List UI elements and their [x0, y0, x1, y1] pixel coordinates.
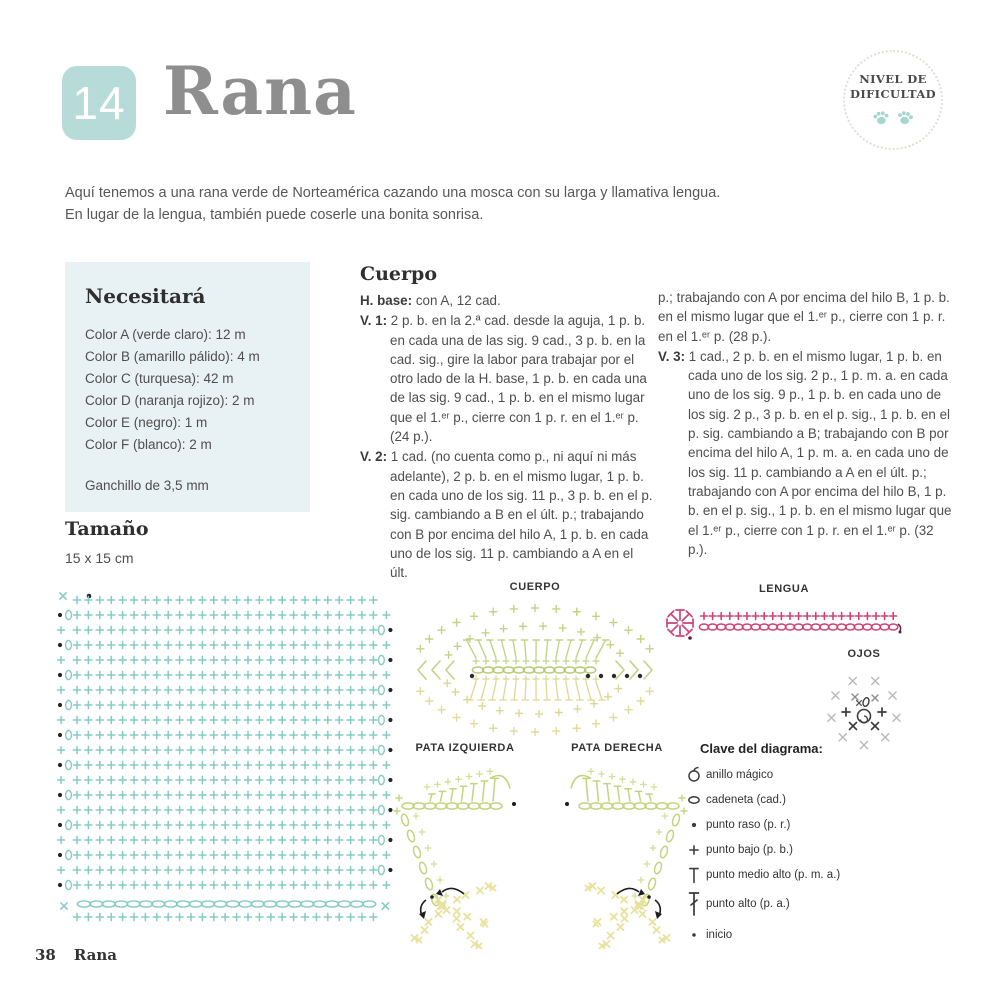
legend-item: [682, 890, 952, 918]
legend-item-label: anillo mágico: [706, 769, 774, 781]
legend-item: [682, 864, 952, 886]
hook-size: Ganchillo de 3,5 mm: [85, 478, 209, 493]
footer-page-number: 38: [35, 946, 56, 964]
cuerpo-diagram: [398, 594, 673, 746]
instruction-continuation: p.; trabajando con A por encima del hilo B, 1 p. b. en el mismo lugar que el 1.ᵉʳ p., cierre con 1 p. r. en el 1.ᵉʳ p. (28 p.).: [658, 290, 950, 344]
material-item: Color A (verde claro): 12 m: [85, 327, 246, 342]
legend-item: [682, 924, 952, 946]
page-footer: [35, 946, 135, 964]
size-value: 15 x 15 cm: [65, 550, 134, 566]
single-crochet-icon: [682, 839, 706, 861]
intro-line: En lugar de la lengua, también puede coserle una bonita sonrisa.: [65, 206, 484, 223]
legend-item: [682, 789, 952, 811]
material-item: Color B (amarillo pálido): 4 m: [85, 349, 260, 364]
ojos-diagram-label: OJOS: [847, 648, 881, 660]
swatch-diagram: [55, 588, 395, 944]
pata-derecha-diagram: [544, 754, 689, 949]
size-heading: Tamaño: [65, 518, 149, 540]
difficulty-badge: [843, 50, 943, 150]
legend-item-label: punto raso (p. r.): [706, 819, 791, 831]
paw-prints-icon: [869, 106, 917, 128]
half-double-crochet-icon: [682, 864, 706, 886]
legend-item-label: inicio: [706, 929, 733, 941]
instruction-row: V. 2: 1 cad. (no cuenta como p., ni aquí ni más adelante), 2 p. b. en el mismo lugar, 1 p. b. en cada uno de los sig. 11 p., 3 p. b. en el p. sig. cambiando a B en el últ. p.; trabajando con B por encima del hilo A, 1 p. b. en cada uno de los sig. 11 p. cambiando a A en el últ.: [360, 449, 653, 581]
legend-item: [682, 814, 952, 836]
material-item: Color C (turquesa): 42 m: [85, 371, 234, 386]
pata-derecha-label: PATA DERECHA: [571, 742, 663, 754]
legend-heading: Clave del diagrama:: [700, 741, 823, 756]
chain-icon: [682, 789, 706, 811]
instruction-row: V. 1: 2 p. b. en la 2.ª cad. desde la aguja, 1 p. b. en cada una de las sig. 9 cad., 3 p. b. en la cad. sig., gire la labor para trabajar por el otro lado de la H. base, 1 p. b. en cada una de las sig. 9 cad., 1 p. b. en el mismo lugar que el 1.ᵉʳ p., cierre con 1 p. r. en el 1.ᵉʳ p. (24 p.).: [360, 313, 647, 445]
intro-line: Aquí tenemos a una rana verde de Norteamérica cazando una mosca con su larga y llamativa lengua.: [65, 185, 721, 201]
materials-panel: [65, 262, 310, 512]
pattern-number: 14: [72, 77, 126, 129]
legend-item-label: cadeneta (cad.): [706, 794, 786, 806]
pata-izquierda-label: PATA IZQUIERDA: [415, 742, 515, 754]
instruction-row: V. 3: 1 cad., 2 p. b. en el mismo lugar, 1 p. b. en cada uno de los sig. 2 p., 1 p. m. a. en cada uno de los sig. 9 p., 1 p. b. en cada uno de los sig. 2 p., 3 p. b. en el p. sig., 1 p. b. en el p. sig. cambiando a B; trabajando con B por encima del hilo A, 1 p. m. a. en cada uno de los sig. 11 p. cambiando a A en el últ. p.; trabajando con A por encima del hilo B, 1 p. b. en el p. sig., 1 p. b. en el mismo lugar que el 1.ᵉʳ p., cierre con 1 p. r. en el 1.ᵉʳ p. (32 p.).: [658, 348, 952, 557]
legend-item-label: punto medio alto (p. m. a.): [706, 869, 841, 881]
start-icon: [682, 924, 706, 946]
ojos-diagram: [814, 660, 914, 755]
instruction-row: H. base: con A, 12 cad.: [360, 293, 501, 308]
difficulty-label: NIVEL DE DIFICULTAD: [849, 72, 937, 101]
pata-izquierda-diagram: [392, 754, 537, 949]
material-item: Color E (negro): 1 m: [85, 415, 208, 430]
material-item: Color D (naranja rojizo): 2 m: [85, 393, 255, 408]
page-title: Rana: [163, 52, 357, 130]
lengua-diagram-label: LENGUA: [758, 583, 810, 595]
legend-item-label: punto bajo (p. b.): [706, 844, 793, 856]
cuerpo-diagram-label: CUERPO: [509, 581, 561, 593]
body-section-heading: Cuerpo: [360, 263, 437, 285]
material-item: Color F (blanco): 2 m: [85, 437, 212, 452]
intro-text: [65, 183, 805, 227]
legend-item: [682, 839, 952, 861]
legend-item: [682, 764, 952, 786]
instructions-column-2: [658, 288, 956, 560]
double-crochet-icon: [682, 890, 706, 918]
lengua-diagram: [660, 596, 908, 652]
footer-title: Rana: [73, 946, 118, 964]
materials-heading: Necesitará: [85, 284, 206, 308]
slip-stitch-icon: [682, 814, 706, 836]
magic-ring-icon: [682, 764, 706, 786]
legend-item-label: punto alto (p. a.): [706, 898, 790, 910]
pattern-number-badge: [62, 66, 136, 140]
instructions-column-1: [360, 291, 654, 583]
legend: [682, 764, 952, 949]
